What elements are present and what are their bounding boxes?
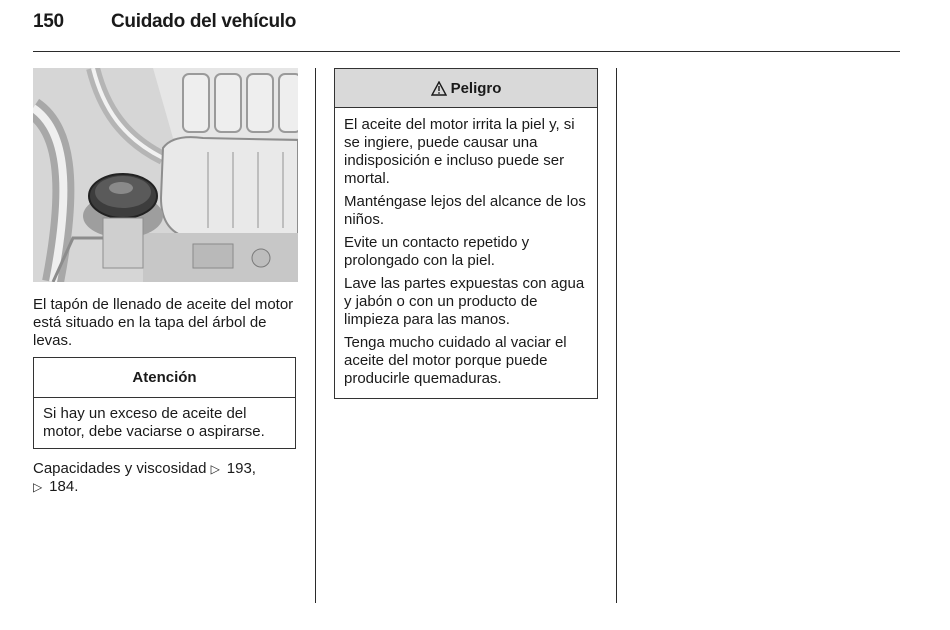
column-divider (616, 68, 617, 603)
danger-warning-box (334, 68, 598, 399)
danger-paragraph: Evite un contacto repetido y prolongado con la piel. (344, 234, 530, 269)
engine-bay-illustration (33, 68, 298, 282)
notice-title: Atención (34, 358, 295, 398)
danger-paragraph: El aceite del motor irrita la piel y, si se ingiere, puede causar una indisposición e incluso puede ser mortal. (344, 116, 575, 187)
page-reference-link[interactable]: 193, (226, 460, 256, 477)
danger-paragraph: Tenga mucho cuidado al vaciar el aceite del motor porque puede producirle quemaduras. (344, 334, 567, 387)
capacities-reference (33, 460, 301, 496)
page-reference-arrow-icon: ▷ (210, 462, 220, 476)
page-number: 150 (33, 11, 64, 32)
fill-location-text: El tapón de llenado de aceite del motor está situado en la tapa del árbol de levas. (33, 296, 294, 349)
notice-text: Si hay un exceso de aceite del motor, debe vaciarse o aspirarse. (43, 405, 265, 440)
column-divider (315, 68, 316, 603)
capacities-label: Capacidades y viscosidad (33, 460, 207, 477)
header-rule (33, 51, 900, 52)
danger-paragraph: Manténgase lejos del alcance de los niños. (344, 193, 586, 228)
engine-oil-filler-cap-image (33, 68, 298, 282)
section-title: Cuidado del vehículo (111, 11, 297, 32)
danger-body (335, 108, 597, 388)
page-reference-link[interactable]: 184. (49, 478, 79, 495)
page-reference-arrow-icon: ▷ (33, 480, 43, 494)
danger-paragraph: Lave las partes expuestas con agua y jabón o con un producto de limpieza para las manos. (344, 275, 585, 328)
warning-triangle-icon (431, 81, 447, 96)
danger-title: Peligro (450, 79, 502, 97)
attention-notice (33, 357, 296, 449)
danger-header (335, 69, 597, 108)
